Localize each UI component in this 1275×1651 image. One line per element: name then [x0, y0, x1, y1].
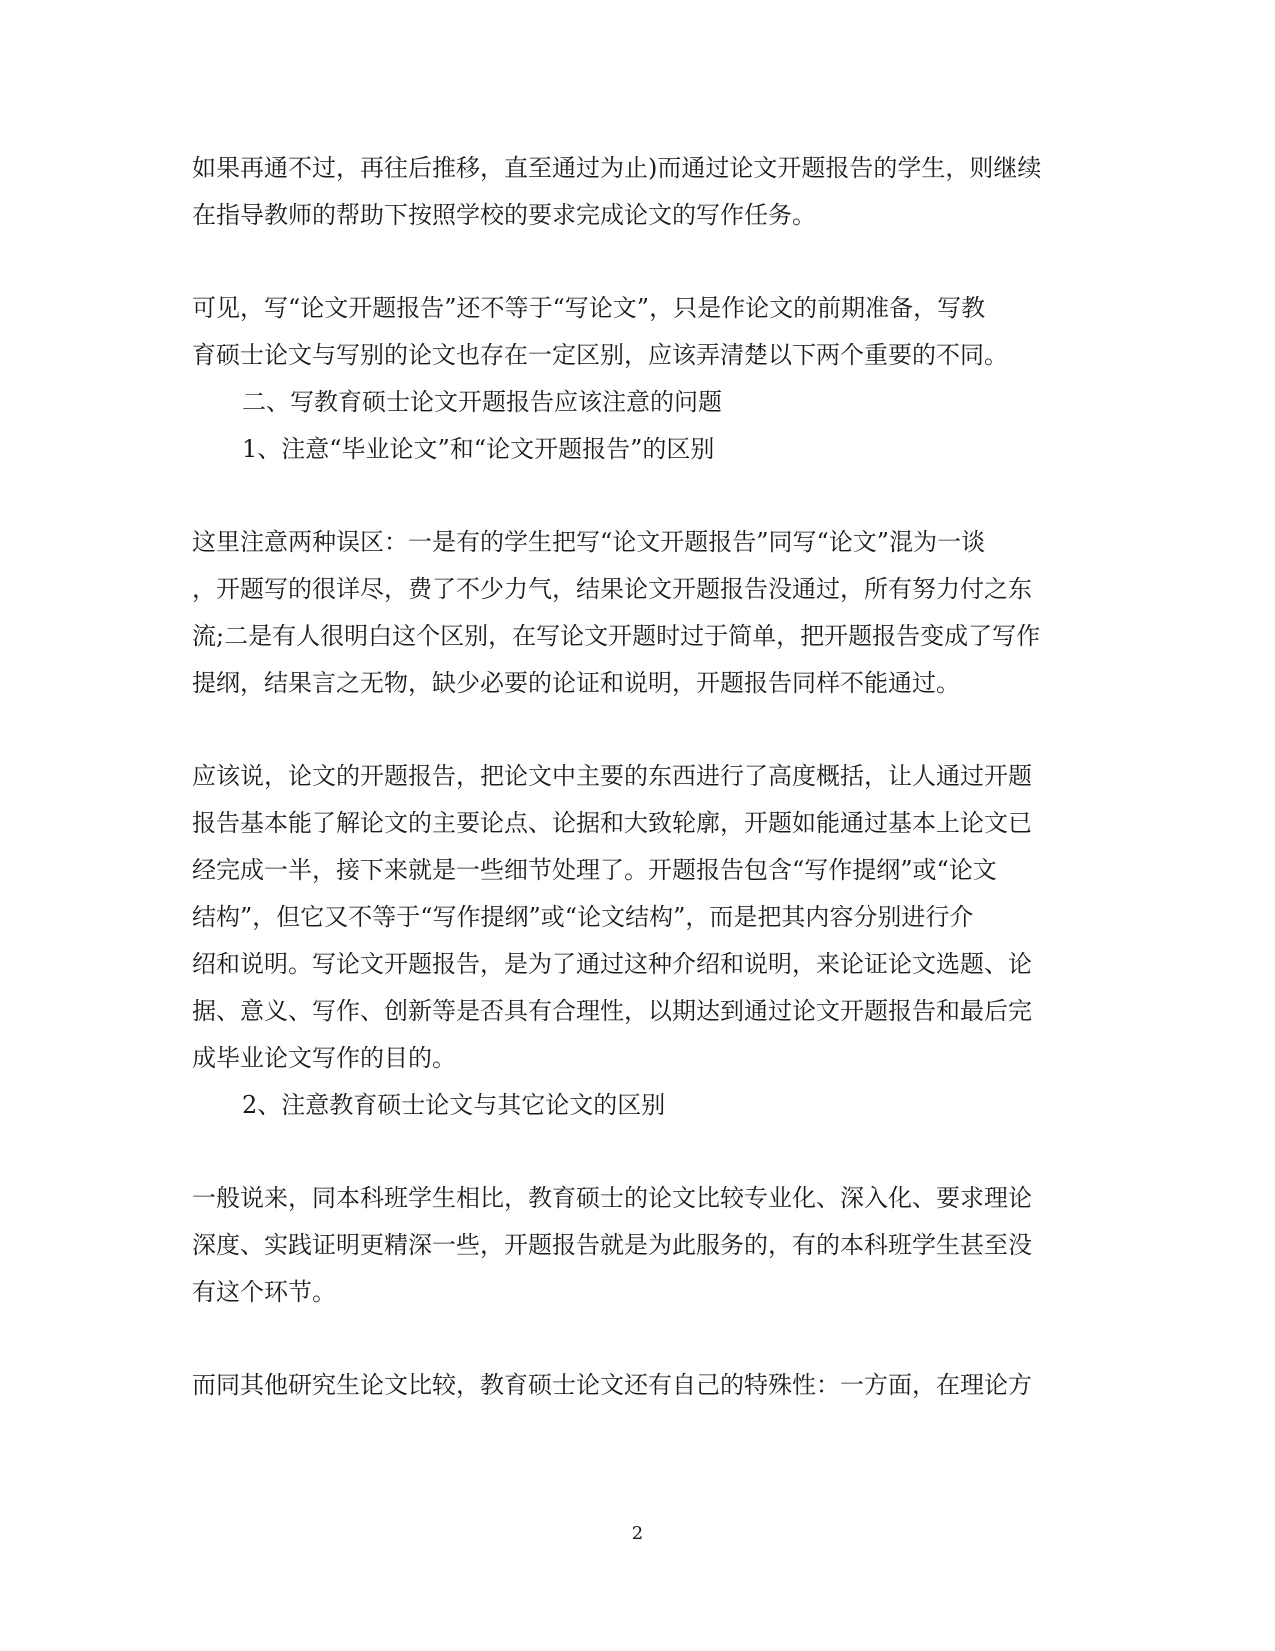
paragraph-4-line-7: 成毕业论文写作的目的。 [192, 1044, 456, 1072]
paragraph-3-line-1: 这里注意两种误区：一是有的学生把写“论文开题报告”同写“论文”混为一谈 [192, 528, 986, 556]
paragraph-2-line-1: 可见，写“论文开题报告”还不等于“写论文”，只是作论文的前期准备，写教 [192, 294, 986, 322]
paragraph-4-line-6: 据、意义、写作、创新等是否具有合理性，以期达到通过论文开题报告和最后完 [192, 997, 1032, 1025]
paragraph-4-line-5: 绍和说明。写论文开题报告，是为了通过这种介绍和说明，来论证论文选题、论 [192, 950, 1032, 978]
paragraph-4-line-4: 结构”，但它又不等于“写作提纲”或“论文结构”，而是把其内容分别进行介 [192, 903, 974, 931]
paragraph-3-line-2: ，开题写的很详尽，费了不少力气，结果论文开题报告没通过，所有努力付之东 [192, 575, 1032, 603]
paragraph-4-line-2: 报告基本能了解论文的主要论点、论据和大致轮廓，开题如能通过基本上论文已 [192, 809, 1032, 837]
paragraph-1-line-2: 在指导教师的帮助下按照学校的要求完成论文的写作任务。 [192, 201, 816, 229]
subsection-heading-1: 1、注意“毕业论文”和“论文开题报告”的区别 [242, 435, 715, 463]
section-heading-2: 二、写教育硕士论文开题报告应该注意的问题 [242, 388, 722, 416]
page-number: 2 [631, 1523, 644, 1544]
paragraph-5-line-3: 有这个环节。 [192, 1278, 336, 1306]
paragraph-4-line-3: 经完成一半，接下来就是一些细节处理了。开题报告包含“写作提纲”或“论文 [192, 856, 997, 884]
paragraph-5-line-1: 一般说来，同本科班学生相比，教育硕士的论文比较专业化、深入化、要求理论 [192, 1184, 1032, 1212]
paragraph-1-line-1: 如果再通不过，再往后推移，直至通过为止)而通过论文开题报告的学生，则继续 [192, 154, 1042, 182]
paragraph-3-line-4: 提纲，结果言之无物，缺少必要的论证和说明，开题报告同样不能通过。 [192, 669, 960, 697]
paragraph-3-line-3: 流;二是有人很明白这个区别，在写论文开题时过于简单，把开题报告变成了写作 [192, 622, 1041, 650]
paragraph-6-line-1: 而同其他研究生论文比较，教育硕士论文还有自己的特殊性：一方面，在理论方 [192, 1371, 1032, 1399]
subsection-heading-2: 2、注意教育硕士论文与其它论文的区别 [242, 1091, 666, 1119]
paragraph-5-line-2: 深度、实践证明更精深一些，开题报告就是为此服务的，有的本科班学生甚至没 [192, 1231, 1032, 1259]
paragraph-2-line-2: 育硕士论文与写别的论文也存在一定区别，应该弄清楚以下两个重要的不同。 [192, 341, 1008, 369]
paragraph-4-line-1: 应该说，论文的开题报告，把论文中主要的东西进行了高度概括，让人通过开题 [192, 762, 1032, 790]
